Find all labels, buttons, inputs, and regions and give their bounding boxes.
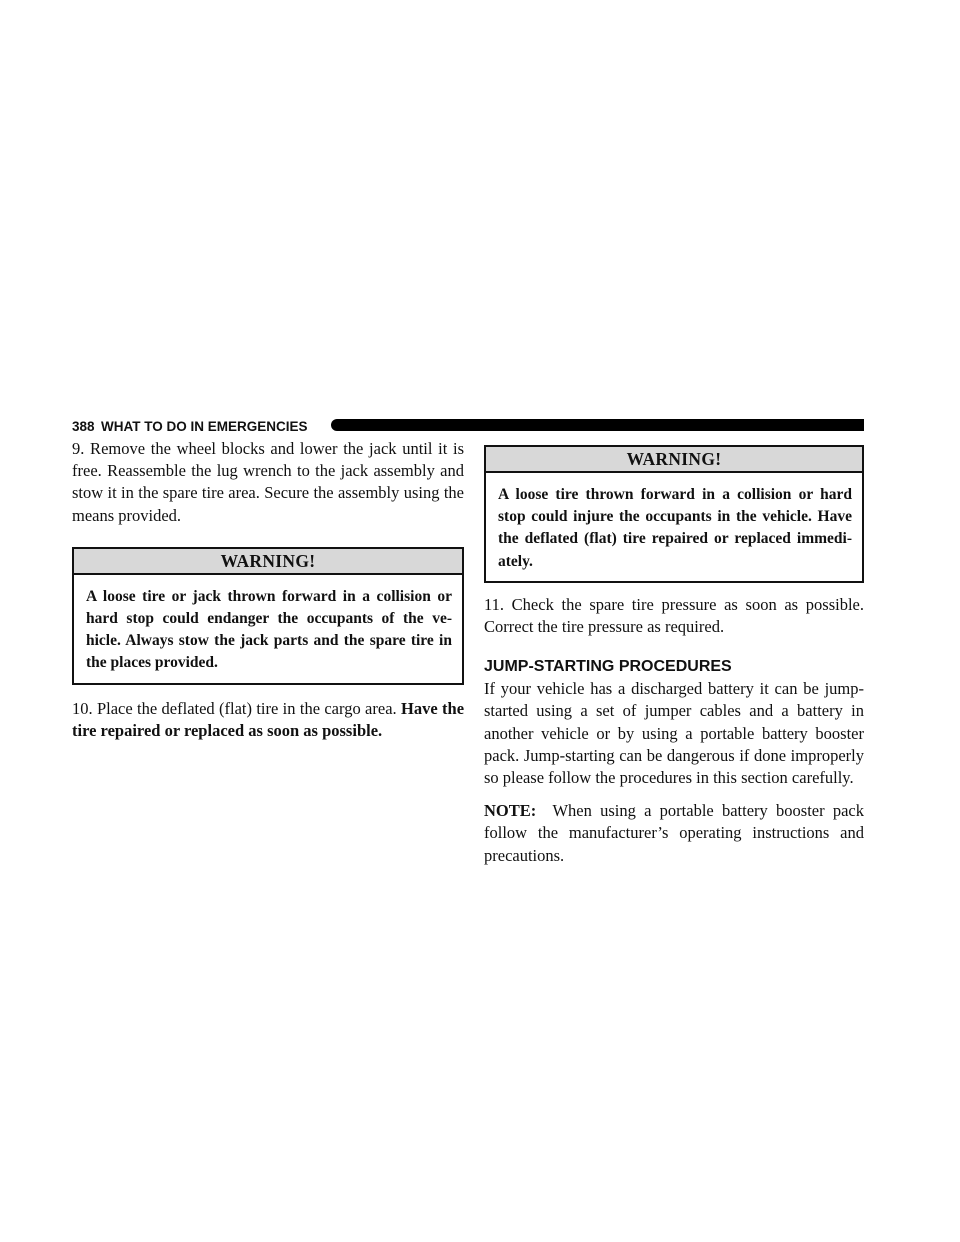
right-column (484, 445, 864, 867)
warning-title: WARNING! (74, 549, 462, 575)
page-header (72, 418, 864, 435)
warning-box-jack (72, 547, 464, 685)
warning-title: WARNING! (486, 447, 862, 473)
page-number: 388 (72, 419, 95, 434)
note-text: When using a portable battery booster pack follow the manufacturer’s operating instructions and precautions. (484, 801, 864, 865)
step-10-text: 10. Place the deflated (flat) tire in the cargo area. (72, 698, 397, 718)
warning-text: A loose tire thrown forward in a collision or hard stop could injure the occupants in the vehicle. Have the deflated (flat) tire repaired or replaced immedi- ately. (498, 486, 852, 570)
jump-starting-heading: JUMP-STARTING PROCEDURES (484, 658, 732, 676)
step-11-paragraph: 11. Check the spare tire pressure as soon as possible. Correct the tire pressure as required. (484, 594, 864, 637)
step-9-paragraph: 9. Remove the wheel blocks and lower the jack until it is free. Reassemble the lug wrench to the jack assembly and stow it in the spare tire area. Secure the assembly using the means provided. (72, 439, 464, 525)
note-label: NOTE: (484, 801, 537, 821)
jump-starting-paragraph: If your vehicle has a discharged battery it can be jump- started using a set of jumper cables and a battery in another vehicle or by using a portable battery booster pack. Jump-starting can be dangerous if done improperly so please follow the procedures in this section carefully. (484, 679, 864, 788)
note-paragraph (484, 800, 864, 867)
warning-text: A loose tire or jack thrown forward in a collision or hard stop could endanger the occupants of the ve- hicle. Always stow the jack parts and the spare tire in the places provided. (86, 587, 452, 672)
section-title: WHAT TO DO IN EMERGENCIES (101, 419, 308, 434)
left-column (72, 438, 464, 742)
header-bar (331, 419, 864, 431)
step-10-emphasis: Have the tire repaired or replaced as soon as possible. (72, 698, 465, 740)
step-10-paragraph (72, 698, 464, 742)
warning-box-tire (484, 445, 864, 583)
